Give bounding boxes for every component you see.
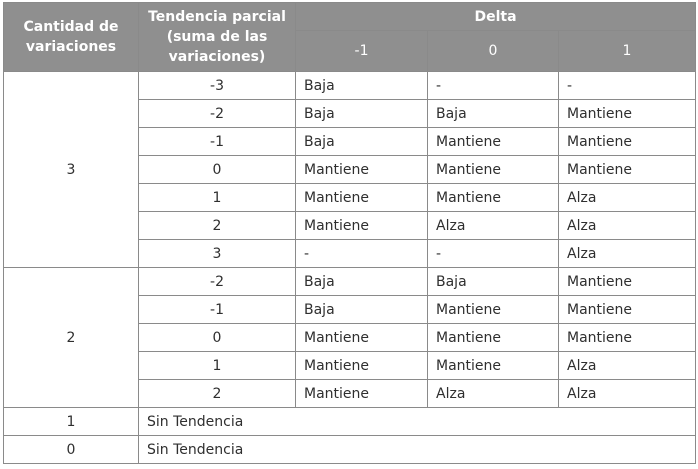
delta-cell: Mantiene xyxy=(559,128,696,156)
delta-cell: Mantiene xyxy=(559,156,696,184)
delta-cell: Mantiene xyxy=(428,156,559,184)
delta-cell: Baja xyxy=(296,128,428,156)
cantidad-cell: 3 xyxy=(4,72,139,268)
table-row xyxy=(4,436,696,464)
tendencia-cell: -1 xyxy=(139,296,296,324)
tendencia-cell: 2 xyxy=(139,380,296,408)
delta-cell: Mantiene xyxy=(296,212,428,240)
tendencia-cell: 1 xyxy=(139,184,296,212)
header-delta-minus-one: -1 xyxy=(296,31,428,72)
table-row xyxy=(4,408,696,436)
cantidad-cell: 1 xyxy=(4,408,139,436)
delta-cell: Mantiene xyxy=(296,352,428,380)
delta-cell: Alza xyxy=(559,184,696,212)
header-delta-one: 1 xyxy=(559,31,696,72)
header-delta: Delta xyxy=(296,3,696,31)
table-row xyxy=(4,72,696,100)
header-tendencia: Tendencia parcial (suma de las variaciones) xyxy=(139,3,296,72)
tendencia-cell: -3 xyxy=(139,72,296,100)
header-delta-zero: 0 xyxy=(428,31,559,72)
delta-cell: Mantiene xyxy=(559,268,696,296)
cantidad-cell: 2 xyxy=(4,268,139,408)
tendencia-cell: -1 xyxy=(139,128,296,156)
delta-cell: Alza xyxy=(428,212,559,240)
tendencia-cell: 0 xyxy=(139,324,296,352)
delta-cell: Baja xyxy=(428,268,559,296)
delta-cell: - xyxy=(428,240,559,268)
delta-cell: Mantiene xyxy=(428,128,559,156)
delta-cell: Mantiene xyxy=(296,184,428,212)
tendencia-cell: -2 xyxy=(139,268,296,296)
delta-cell: Baja xyxy=(296,296,428,324)
delta-cell: Mantiene xyxy=(428,296,559,324)
sin-tendencia-cell: Sin Tendencia xyxy=(139,436,696,464)
delta-cell: Alza xyxy=(559,352,696,380)
delta-cell: Mantiene xyxy=(296,324,428,352)
delta-cell: Alza xyxy=(559,380,696,408)
tendencia-cell: 2 xyxy=(139,212,296,240)
delta-cell: Baja xyxy=(296,268,428,296)
delta-cell: Mantiene xyxy=(559,296,696,324)
tendencia-table xyxy=(3,2,696,464)
delta-cell: Mantiene xyxy=(428,352,559,380)
delta-cell: - xyxy=(559,72,696,100)
table-row xyxy=(4,268,696,296)
tendencia-cell: 1 xyxy=(139,352,296,380)
sin-tendencia-cell: Sin Tendencia xyxy=(139,408,696,436)
cantidad-cell: 0 xyxy=(4,436,139,464)
delta-cell: Mantiene xyxy=(428,324,559,352)
tendencia-cell: 3 xyxy=(139,240,296,268)
delta-cell: Mantiene xyxy=(296,380,428,408)
delta-cell: Baja xyxy=(296,100,428,128)
delta-cell: Mantiene xyxy=(296,156,428,184)
tendencia-cell: -2 xyxy=(139,100,296,128)
delta-cell: Alza xyxy=(428,380,559,408)
delta-cell: Mantiene xyxy=(428,184,559,212)
delta-cell: Mantiene xyxy=(559,100,696,128)
header-cantidad: Cantidad de variaciones xyxy=(4,3,139,72)
delta-cell: - xyxy=(428,72,559,100)
delta-cell: Alza xyxy=(559,212,696,240)
delta-cell: Baja xyxy=(296,72,428,100)
delta-cell: Alza xyxy=(559,240,696,268)
delta-cell: Mantiene xyxy=(559,324,696,352)
tendencia-cell: 0 xyxy=(139,156,296,184)
delta-cell: - xyxy=(296,240,428,268)
delta-cell: Baja xyxy=(428,100,559,128)
